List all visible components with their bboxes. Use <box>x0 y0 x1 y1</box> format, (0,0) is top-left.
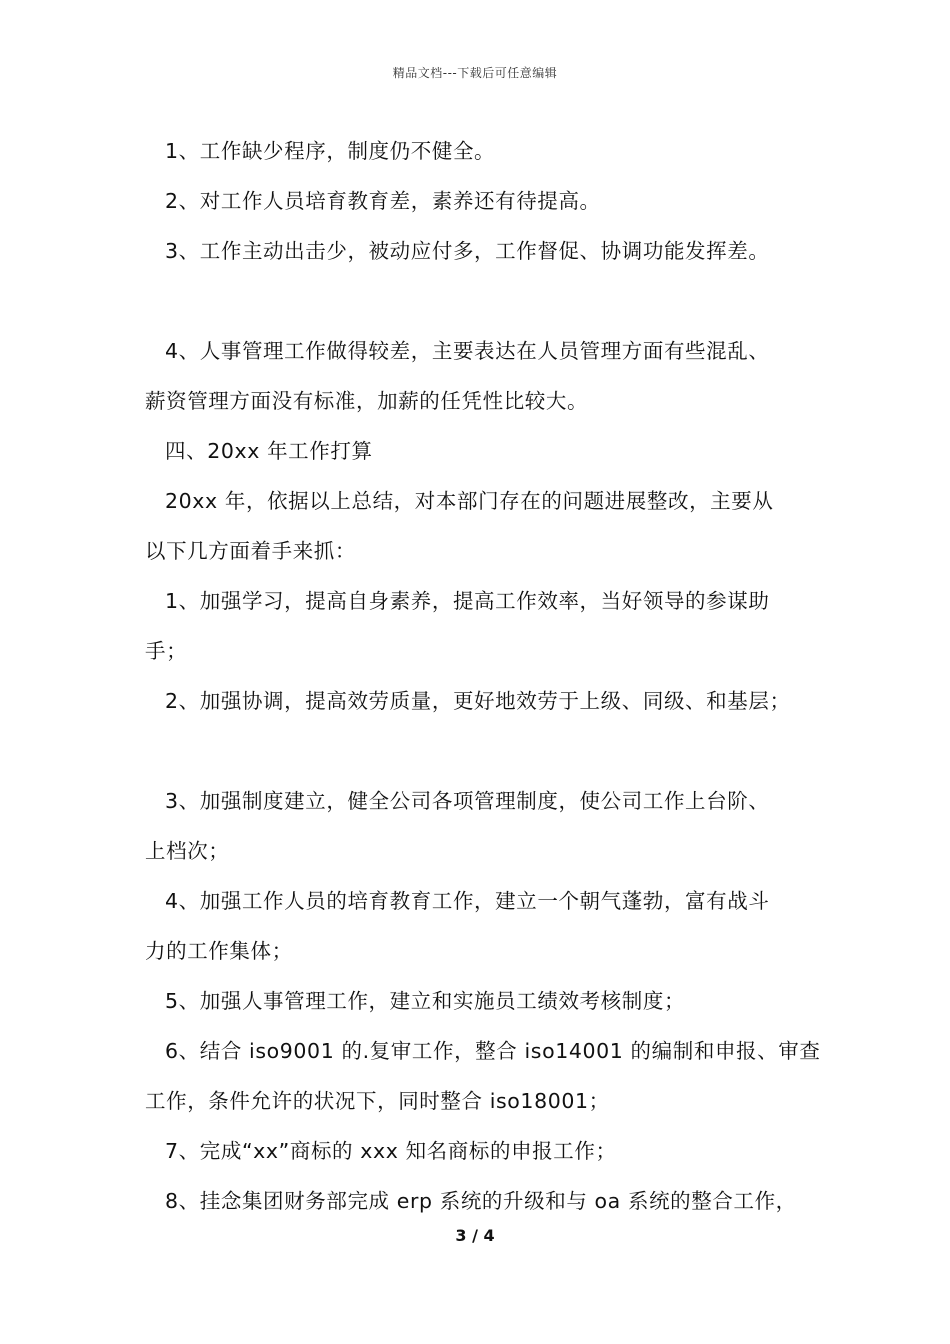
list-item: 1、工作缺少程序，制度仍不健全。 <box>165 139 496 163</box>
section-heading: 四、20xx 年工作打算 <box>165 439 373 463</box>
list-item: 2、加强协调，提高效劳质量，更好地效劳于上级、同级、和基层； <box>165 689 791 713</box>
list-item-continuation: 薪资管理方面没有标准，加薪的任凭性比较大。 <box>145 389 589 413</box>
list-item: 2、对工作人员培育教育差，素养还有待提高。 <box>165 189 601 213</box>
page-number: 3 / 4 <box>455 1226 495 1245</box>
list-item: 4、加强工作人员的培育教育工作，建立一个朝气蓬勃，富有战斗 <box>165 889 770 913</box>
list-item: 6、结合 iso9001 的.复审工作，整合 iso14001 的编制和申报、审查 <box>165 1039 821 1063</box>
document-body <box>145 126 825 1226</box>
list-item: 5、加强人事管理工作，建立和实施员工绩效考核制度； <box>165 989 686 1013</box>
list-item: 3、工作主动出击少，被动应付多，工作督促、协调功能发挥差。 <box>165 239 770 263</box>
list-item-continuation: 上档次； <box>145 839 230 863</box>
list-item-continuation: 工作，条件允许的状况下，同时整合 iso18001； <box>145 1089 610 1113</box>
list-item-continuation: 力的工作集体； <box>145 939 293 963</box>
list-item: 7、完成“xx”商标的 xxx 知名商标的申报工作； <box>165 1139 617 1163</box>
list-item: 3、加强制度建立，健全公司各项管理制度，使公司工作上台阶、 <box>165 789 770 813</box>
paragraph: 20xx 年，依据以上总结，对本部门存在的问题进展整改，主要从 <box>165 489 774 513</box>
page-header: 精品文档---下载后可任意编辑 <box>392 66 558 80</box>
list-item: 1、加强学习，提高自身素养，提高工作效率，当好领导的参谋助 <box>165 589 770 613</box>
list-item: 4、人事管理工作做得较差，主要表达在人员管理方面有些混乱、 <box>165 339 770 363</box>
paragraph-gap <box>145 726 825 776</box>
list-item-continuation: 手； <box>145 639 188 663</box>
paragraph-gap <box>145 276 825 326</box>
list-item: 8、挂念集团财务部完成 erp 系统的升级和与 oa 系统的整合工作， <box>165 1189 797 1213</box>
paragraph-continuation: 以下几方面着手来抓： <box>145 539 356 563</box>
